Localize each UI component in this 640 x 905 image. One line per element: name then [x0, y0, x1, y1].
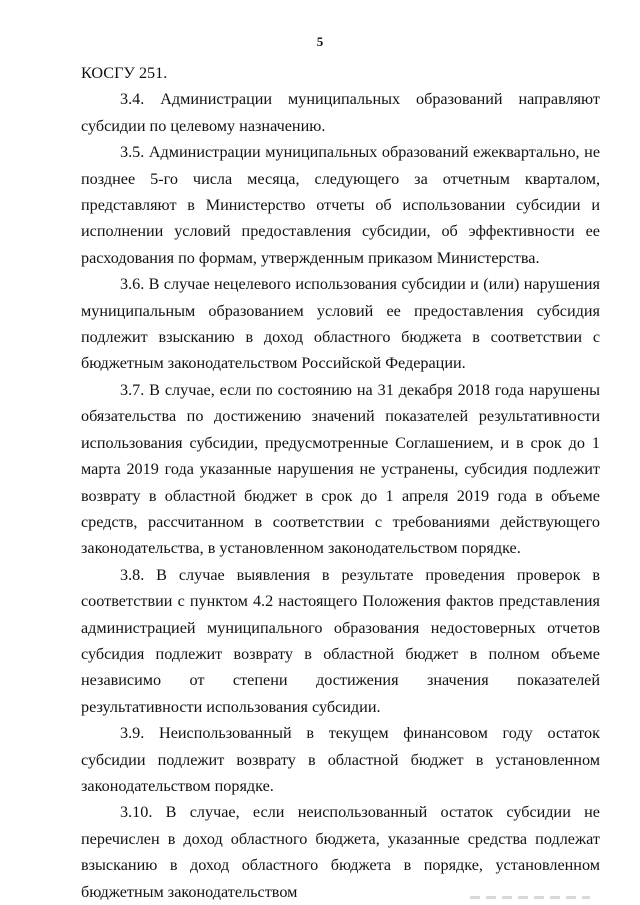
- paragraph-3-7: 3.7. В случае, если по состоянию на 31 декабря 2018 года нарушены обязательства по достижению значений показателей результативности использования субсидии, предусмотренные Соглашением, и в срок до 1 марта 2019 года указанные нарушения не устранены, субсидия подлежит возврату в областной бюджет в срок до 1 апреля 2019 года в объеме средств, рассчитанном в соответствии с требованиями действующего законодательства, в установленном законодательством порядке.: [81, 380, 600, 558]
- scan-artifact: [470, 896, 590, 899]
- paragraph-3-9: 3.9. Неиспользованный в текущем финансовом году остаток субсидии подлежит возврату в областной бюджет в установленном законодательством порядке.: [81, 724, 600, 795]
- paragraph-kosgu: КОСГУ 251.: [81, 64, 168, 82]
- paragraph-3-8: 3.8. В случае выявления в результате проведения проверок в соответствии с пунктом 4.2 настоящего Положения фактов представления администрацией муниципального образования недостоверных отчетов субсидия подлежит возврату в областной бюджет в полном объеме независимо от степени достижения значения показателей результативности использования субсидии.: [81, 565, 600, 716]
- page-number: 5: [316, 34, 324, 49]
- document-body: [81, 60, 600, 905]
- paragraph-3-5: 3.5. Администрации муниципальных образований ежеквартально, не позднее 5-го числа месяца, следующего за отчетным кварталом, представляют в Министерство отчеты об использовании субсидии и исполнении условий предоставления субсидии, об эффективности ее расходования по формам, утвержденным приказом Министерства.: [81, 143, 600, 267]
- paragraph-3-4: 3.4. Администрации муниципальных образований направляют субсидии по целевому назначению.: [81, 90, 600, 135]
- paragraph-3-6: 3.6. В случае нецелевого использования субсидии и (или) нарушения муниципальным образованием условий ее предоставления субсидия подлежит взысканию в доход областного бюджета в соответствии с бюджетным законодательством Российской Федерации.: [81, 275, 600, 373]
- paragraph-3-10: 3.10. В случае, если неиспользованный остаток субсидии не перечислен в доход областного бюджета, указанные средства подлежат взысканию в доход областного бюджета в порядке, установленном бюджетным законодательством: [81, 803, 600, 901]
